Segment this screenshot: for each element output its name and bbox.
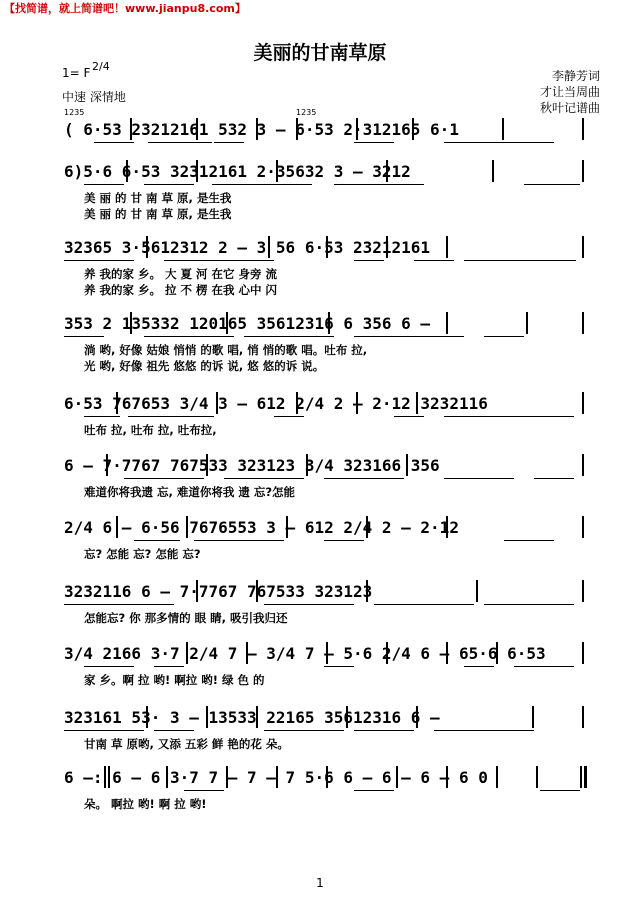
beam-lines: [64, 184, 580, 188]
beam-lines: [64, 790, 580, 794]
lyric-verse-1: 吐布 拉, 吐布 拉, 吐布拉,: [84, 423, 217, 437]
notation: ( 6·53 23212161 532 3 – 6·53 2·312165 6·1: [64, 120, 459, 139]
beam-lines: [64, 666, 580, 670]
notation: 353 2 135332 120165 35612316 6 356 6 –: [64, 314, 431, 333]
time-signature: 2/4: [92, 60, 110, 73]
lyric-verse-2: 美 丽 的 甘 南 草 原, 是生我: [84, 207, 232, 221]
notation: 323161 53· 3 – 13533 22165 35612316 6 –: [64, 708, 440, 727]
tempo-marking: 中速 深情地: [62, 90, 126, 104]
notation: 3232116 6 – 7·7767 767533 323123: [64, 582, 373, 601]
grace-note-label-2: 1235: [296, 108, 317, 117]
credits: [540, 68, 600, 116]
lyric-verse-1: 甘南 草 原哟, 又添 五彩 鲜 艳的花 朵。: [84, 737, 289, 751]
song-title: 美丽的甘南草原: [253, 42, 387, 64]
lyric-verse-1: 忘? 怎能 忘? 怎能 忘?: [84, 547, 201, 561]
notation: 3/4 2166 3·7 2/4 7 – 3/4 7 – 5·6 2/4 6 – 65·6 6·53: [64, 644, 546, 663]
beam-lines: [64, 730, 580, 734]
beam-lines: [64, 260, 580, 264]
key-signature: 1= F: [62, 66, 91, 80]
lyric-verse-1: 淌 哟, 好像 姑娘 悄悄 的歌 唱, 悄 悄的歌 唱。吐布 拉,: [84, 343, 368, 357]
notation: 6 –: 6 – 6 3·7 7 – 7 – 7 5·6 6 – 6 – 6 – 6 0: [64, 768, 488, 787]
site-banner[interactable]: 【找简谱，就上简谱吧！www.jianpu8.com】: [4, 2, 246, 15]
composer-credit: 才让当周曲: [539, 85, 600, 99]
lyric-verse-1: 难道你将我遗 忘, 难道你将我 遗 忘?怎能: [84, 485, 296, 499]
beam-lines: [64, 142, 580, 146]
page-number: 1: [316, 876, 324, 890]
lyric-verse-1: 怎能忘? 你 那多情的 眼 睛, 吸引我归还: [84, 611, 288, 625]
lyric-verse-2: 光 哟, 好像 祖先 悠悠 的诉 说, 悠 悠的诉 说。: [84, 359, 325, 373]
notation: 32365 3·5612312 2 – 3 56 6·53 23212161: [64, 238, 431, 257]
notation: 6)5·6 6·53 32312161 2·35632 3 – 3212: [64, 162, 411, 181]
notation: 6·53 767653 3/4 3 – 612 2/4 2 – 2·12 3232116: [64, 394, 488, 413]
transcriber-credit: 秋叶记谱曲: [539, 101, 600, 115]
notation: 2/4 6 – 6·56 7676553 3 – 612 2/4 2 – 2·12: [64, 518, 459, 537]
beam-lines: [64, 478, 580, 482]
notation: 6 – 7·7767 767533 323123 3/4 323166 356: [64, 456, 440, 475]
beam-lines: [64, 540, 580, 544]
grace-note-label: 1235: [64, 108, 85, 117]
lyric-verse-1: 朵。 啊拉 哟! 啊 拉 哟!: [84, 797, 207, 811]
lyric-verse-1: 养 我的家 乡。 大 夏 河 在它 身旁 流: [84, 267, 278, 281]
lyric-verse-1: 家 乡。啊 拉 哟! 啊拉 哟! 绿 色 的: [84, 673, 265, 687]
beam-lines: [64, 416, 580, 420]
beam-lines: [64, 336, 580, 340]
beam-lines: [64, 604, 580, 608]
lyric-verse-1: 美 丽 的 甘 南 草 原, 是生我: [84, 191, 232, 205]
lyricist-credit: 李静芳词: [551, 69, 600, 83]
lyric-verse-2: 养 我的家 乡。 拉 不 楞 在我 心中 闪: [84, 283, 278, 297]
